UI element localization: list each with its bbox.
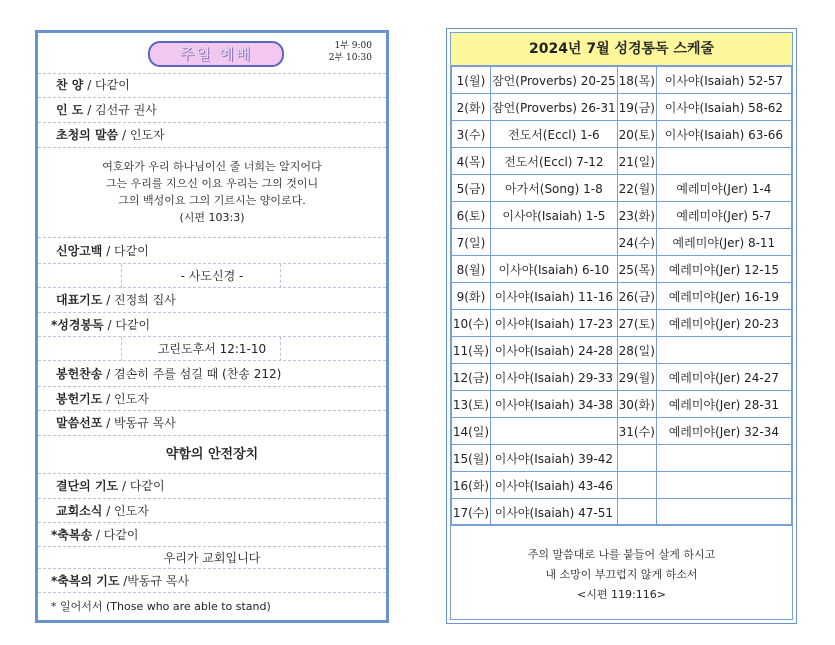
schedule-reading: 전도서(Eccl) 7-12 xyxy=(490,148,617,175)
schedule-date: 9(화) xyxy=(452,283,491,310)
order-label: 신앙고백 xyxy=(56,244,103,258)
schedule-reading: 예레미야(Jer) 12-15 xyxy=(656,256,791,283)
schedule-row xyxy=(452,364,792,391)
schedule-reading: 예레미야(Jer) 5-7 xyxy=(656,202,791,229)
schedule-date: 30(화) xyxy=(617,391,656,418)
order-person: / 겸손히 주를 섬길 때 (찬송 212) xyxy=(102,367,282,381)
footer-verse-reference: <시편 119:116> xyxy=(577,588,666,601)
worship-order-panel xyxy=(35,30,389,623)
schedule-row xyxy=(452,229,792,256)
schedule-date: 28(일) xyxy=(617,337,656,364)
order-person: / 다같이 xyxy=(92,528,139,542)
verse-line: 그는 우리를 지으신 이요 우리는 그의 것이니 xyxy=(105,177,319,190)
edge-tick xyxy=(386,193,389,205)
schedule-date: 18(목) xyxy=(617,67,656,94)
schedule-date: 23(화) xyxy=(617,202,656,229)
blessing-song-name-row xyxy=(38,547,386,569)
schedule-date: 21(일) xyxy=(617,148,656,175)
order-news xyxy=(38,499,386,523)
order-offering-prayer xyxy=(38,387,386,411)
footer-verse-line: 내 소망이 부끄럽지 않게 하소서 xyxy=(545,568,698,581)
schedule-reading: 이사야(Isaiah) 11-16 xyxy=(490,283,617,310)
order-label: *축복의 기도 xyxy=(51,574,120,588)
sermon-title-row xyxy=(38,436,386,474)
call-verse xyxy=(38,148,386,238)
schedule-reading: 전도서(Eccl) 1-6 xyxy=(490,121,617,148)
schedule-date: 29(월) xyxy=(617,364,656,391)
schedule-date: 19(금) xyxy=(617,94,656,121)
schedule-date xyxy=(617,499,656,526)
verse-line: 그의 백성이요 그의 기르시는 양이로다. xyxy=(118,194,306,207)
schedule-row xyxy=(452,175,792,202)
schedule-row xyxy=(452,310,792,337)
schedule-row xyxy=(452,337,792,364)
creed-box xyxy=(121,264,281,288)
order-lead xyxy=(38,98,386,123)
blessing-song-name: 우리가 교회입니다 xyxy=(163,551,261,565)
order-person: / 박동규 목사 xyxy=(102,416,176,430)
order-label: 교회소식 xyxy=(56,504,103,518)
schedule-date: 1(월) xyxy=(452,67,491,94)
schedule-reading: 예레미야(Jer) 28-31 xyxy=(656,391,791,418)
schedule-footer xyxy=(451,524,792,619)
order-label: 봉헌기도 xyxy=(56,392,103,406)
schedule-reading: 이사야(Isaiah) 29-33 xyxy=(490,364,617,391)
schedule-date: 11(목) xyxy=(452,337,491,364)
schedule-reading xyxy=(490,418,617,445)
edge-tick xyxy=(386,418,389,430)
order-label: *축복송 xyxy=(51,528,93,542)
schedule-reading xyxy=(656,499,791,526)
schedule-date: 10(수) xyxy=(452,310,491,337)
order-label: 초청의 말씀 xyxy=(56,128,119,142)
schedule-reading: 이사야(Isaiah) 6-10 xyxy=(490,256,617,283)
schedule-frame xyxy=(450,32,793,620)
schedule-reading: 이사야(Isaiah) 24-28 xyxy=(490,337,617,364)
schedule-reading xyxy=(490,229,617,256)
schedule-row xyxy=(452,445,792,472)
schedule-date: 14(일) xyxy=(452,418,491,445)
order-benediction xyxy=(38,569,386,593)
schedule-date: 16(화) xyxy=(452,472,491,499)
order-creed xyxy=(38,238,386,264)
schedule-reading: 잠언(Proverbs) 26-31 xyxy=(490,94,617,121)
edge-tick xyxy=(386,481,389,493)
schedule-reading: 잠언(Proverbs) 20-25 xyxy=(490,67,617,94)
order-call xyxy=(38,123,386,148)
schedule-row xyxy=(452,94,792,121)
order-person: / 진정희 집사 xyxy=(102,293,176,307)
schedule-date: 3(수) xyxy=(452,121,491,148)
edge-tick xyxy=(386,529,389,541)
schedule-row xyxy=(452,121,792,148)
schedule-reading: 이사야(Isaiah) 34-38 xyxy=(490,391,617,418)
schedule-date: 25(목) xyxy=(617,256,656,283)
schedule-date: 22(월) xyxy=(617,175,656,202)
worship-header xyxy=(38,33,386,74)
order-label: 봉헌찬송 xyxy=(56,367,103,381)
service-time-2: 2부 10:30 xyxy=(328,53,372,63)
schedule-row xyxy=(452,67,792,94)
edge-tick xyxy=(386,245,389,257)
order-label: 결단의 기도 xyxy=(56,479,119,493)
schedule-reading: 이사야(Isaiah) 43-46 xyxy=(490,472,617,499)
schedule-reading xyxy=(656,337,791,364)
schedule-reading: 이사야(Isaiah) 39-42 xyxy=(490,445,617,472)
schedule-date: 20(토) xyxy=(617,121,656,148)
schedule-row xyxy=(452,202,792,229)
schedule-reading: 이사야(Isaiah) 1-5 xyxy=(490,202,617,229)
schedule-row xyxy=(452,256,792,283)
order-person: / 인도자 xyxy=(102,392,149,406)
schedule-date: 26(금) xyxy=(617,283,656,310)
schedule-date: 5(금) xyxy=(452,175,491,202)
schedule-date: 2(화) xyxy=(452,94,491,121)
edge-tick xyxy=(386,85,389,97)
order-person: / 다같이 xyxy=(83,78,130,92)
schedule-row xyxy=(452,391,792,418)
reading-schedule-panel xyxy=(446,28,797,624)
schedule-reading: 예레미야(Jer) 32-34 xyxy=(656,418,791,445)
schedule-reading: 아가서(Song) 1-8 xyxy=(490,175,617,202)
reading-box xyxy=(121,337,281,361)
schedule-row xyxy=(452,283,792,310)
order-person: / 다같이 xyxy=(102,244,149,258)
schedule-row xyxy=(452,148,792,175)
schedule-date: 15(월) xyxy=(452,445,491,472)
schedule-reading: 이사야(Isaiah) 17-23 xyxy=(490,310,617,337)
order-label: 말씀선포 xyxy=(56,416,103,430)
schedule-date: 6(토) xyxy=(452,202,491,229)
order-resolve xyxy=(38,474,386,499)
edge-tick xyxy=(386,575,389,587)
footer-verse-line: 주의 말씀대로 나를 붙들어 살게 하시고 xyxy=(527,548,716,561)
order-person: / 다같이 xyxy=(118,479,165,493)
schedule-date: 31(수) xyxy=(617,418,656,445)
schedule-row xyxy=(452,418,792,445)
schedule-row xyxy=(452,472,792,499)
schedule-reading xyxy=(656,472,791,499)
schedule-reading: 이사야(Isaiah) 47-51 xyxy=(490,499,617,526)
order-label: *성경봉독 xyxy=(51,318,104,332)
schedule-date xyxy=(617,472,656,499)
order-offering-hymn xyxy=(38,361,386,387)
order-label: 인 도 xyxy=(56,103,84,117)
schedule-reading xyxy=(656,148,791,175)
schedule-row xyxy=(452,499,792,526)
creed-name-row xyxy=(38,264,386,288)
schedule-date xyxy=(617,445,656,472)
sermon-title: 약함의 안전장치 xyxy=(165,447,259,462)
schedule-reading: 예레미야(Jer) 16-19 xyxy=(656,283,791,310)
schedule-date: 27(토) xyxy=(617,310,656,337)
schedule-reading xyxy=(656,445,791,472)
schedule-date: 12(금) xyxy=(452,364,491,391)
verse-reference: (시편 103:3) xyxy=(179,211,245,224)
order-person: / 인도자 xyxy=(118,128,165,142)
schedule-date: 13(토) xyxy=(452,391,491,418)
schedule-reading: 예레미야(Jer) 20-23 xyxy=(656,310,791,337)
schedule-reading: 예레미야(Jer) 24-27 xyxy=(656,364,791,391)
order-prayer xyxy=(38,288,386,313)
creed-name: - 사도신경 - xyxy=(180,269,244,283)
order-person: / 다같이 xyxy=(103,318,151,332)
order-person: /박동규 목사 xyxy=(119,574,190,588)
service-time-1: 1부 9:00 xyxy=(334,41,372,51)
order-label: 대표기도 xyxy=(56,293,103,307)
stand-note: * 일어서서 (Those who are able to stand) xyxy=(51,600,271,613)
schedule-reading: 예레미야(Jer) 1-4 xyxy=(656,175,791,202)
edge-tick xyxy=(386,129,389,141)
schedule-reading: 이사야(Isaiah) 52-57 xyxy=(656,67,791,94)
schedule-date: 17(수) xyxy=(452,499,491,526)
service-times xyxy=(329,40,372,64)
schedule-date: 7(일) xyxy=(452,229,491,256)
order-sermon xyxy=(38,411,386,436)
edge-tick xyxy=(386,367,389,379)
schedule-reading: 이사야(Isaiah) 58-62 xyxy=(656,94,791,121)
worship-title: 주일 예배 xyxy=(148,41,284,67)
order-reading xyxy=(38,313,386,337)
order-person: / 김선규 권사 xyxy=(83,103,157,117)
verse-line: 여호와가 우리 하나님이신 줄 너희는 알지어다 xyxy=(102,160,322,173)
order-label: 찬 양 xyxy=(56,78,84,92)
edge-tick xyxy=(386,295,389,307)
schedule-title: 2024년 7월 성경통독 스케줄 xyxy=(451,33,792,66)
order-person: / 인도자 xyxy=(102,504,149,518)
schedule-reading: 예레미야(Jer) 8-11 xyxy=(656,229,791,256)
schedule-date: 8(월) xyxy=(452,256,491,283)
schedule-date: 4(목) xyxy=(452,148,491,175)
order-hymn xyxy=(38,73,386,98)
schedule-date: 24(수) xyxy=(617,229,656,256)
order-blessing-song xyxy=(38,523,386,547)
reading-ref-row xyxy=(38,337,386,361)
reading-reference: 고린도후서 12:1-10 xyxy=(157,342,267,356)
schedule-reading: 이사야(Isaiah) 63-66 xyxy=(656,121,791,148)
schedule-table xyxy=(451,66,792,526)
